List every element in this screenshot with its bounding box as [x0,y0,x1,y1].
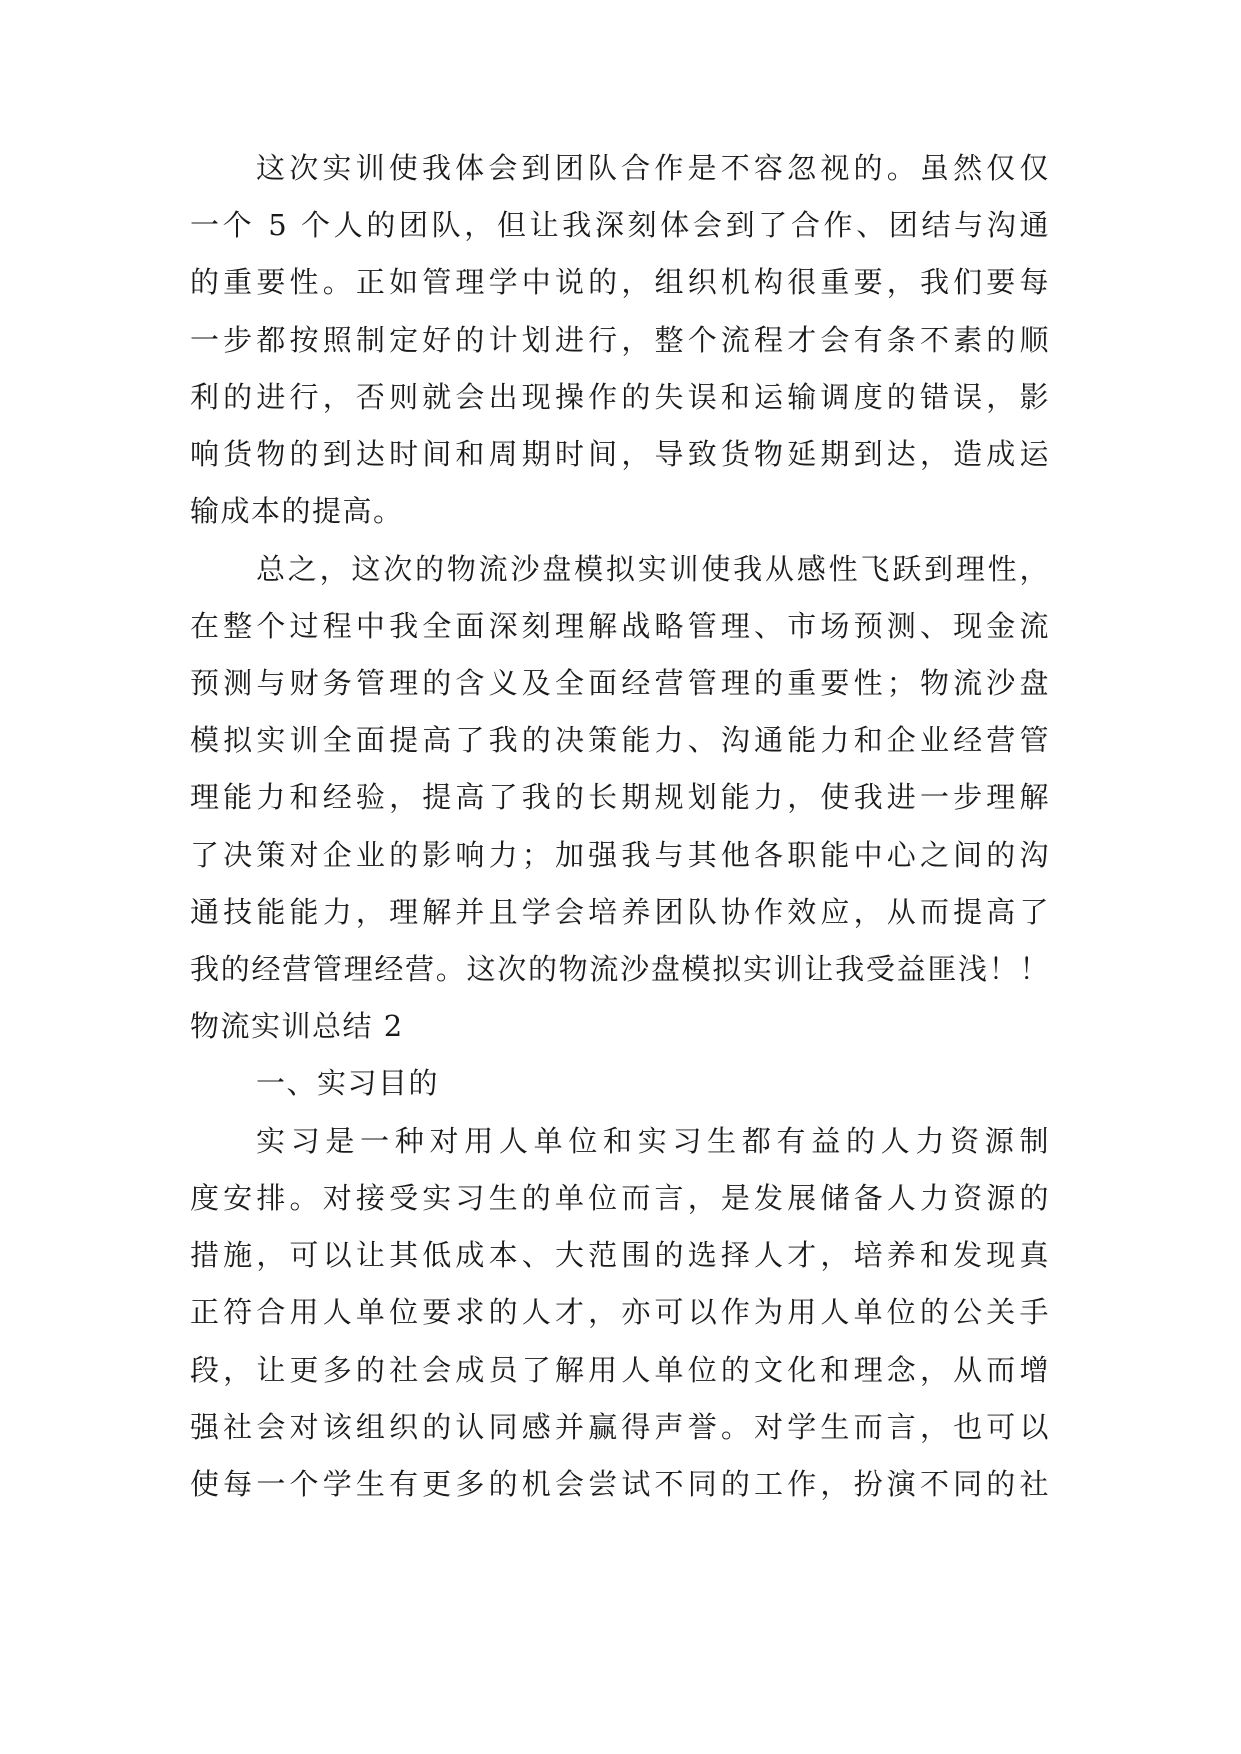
paragraph-line: 的重要性。正如管理学中说的，组织机构很重要，我们要每 [190,265,1050,299]
paragraph-line: 正符合用人单位要求的人才，亦可以作为用人单位的公关手 [190,1295,1050,1329]
paragraph-line: 响货物的到达时间和周期时间，导致货物延期到达，造成运 [190,437,1050,471]
paragraph-line: 段，让更多的社会成员了解用人单位的文化和理念，从而增 [190,1353,1050,1387]
paragraph-line: 输成本的提高。 [190,494,404,528]
paragraph-line: 利的进行，否则就会出现操作的失误和运输调度的错误，影 [190,380,1050,414]
paragraph-line: 使每一个学生有更多的机会尝试不同的工作，扮演不同的社 [190,1467,1050,1501]
paragraph-line: 一步都按照制定好的计划进行，整个流程才会有条不素的顺 [190,323,1050,357]
paragraph-line: 在整个过程中我全面深刻理解战略管理、市场预测、现金流 [190,609,1050,643]
paragraph-line: 理能力和经验，提高了我的长期规划能力，使我进一步理解 [190,780,1050,814]
paragraph-line: 模拟实训全面提高了我的决策能力、沟通能力和企业经营管 [190,723,1050,757]
paragraph-line: 预测与财务管理的含义及全面经营管理的重要性；物流沙盘 [190,666,1050,700]
paragraph-line: 了决策对企业的影响力；加强我与其他各职能中心之间的沟 [190,838,1050,872]
paragraph-line: 实习是一种对用人单位和实习生都有益的人力资源制 [256,1124,1050,1158]
paragraph-line: 通技能能力，理解并且学会培养团队协作效应，从而提高了 [190,895,1050,929]
paragraph-line: 总之，这次的物流沙盘模拟实训使我从感性飞跃到理性， [256,552,1050,586]
paragraph-line: 强社会对该组织的认同感并赢得声誉。对学生而言，也可以 [190,1410,1050,1444]
paragraph-line: 我的经营管理经营。这次的物流沙盘模拟实训让我受益匪浅！！ [190,952,1050,986]
paragraph-line: 一个 5 个人的团队，但让我深刻体会到了合作、团结与沟通 [190,208,1050,242]
paragraph-line: 措施，可以让其低成本、大范围的选择人才，培养和发现真 [190,1238,1050,1272]
paragraph-line: 这次实训使我体会到团队合作是不容忽视的。虽然仅仅 [256,151,1050,185]
section-heading: 一、实习目的 [256,1066,440,1100]
paragraph-line: 度安排。对接受实习生的单位而言，是发展储备人力资源的 [190,1181,1050,1215]
section-title: 物流实训总结 2 [190,1009,404,1043]
